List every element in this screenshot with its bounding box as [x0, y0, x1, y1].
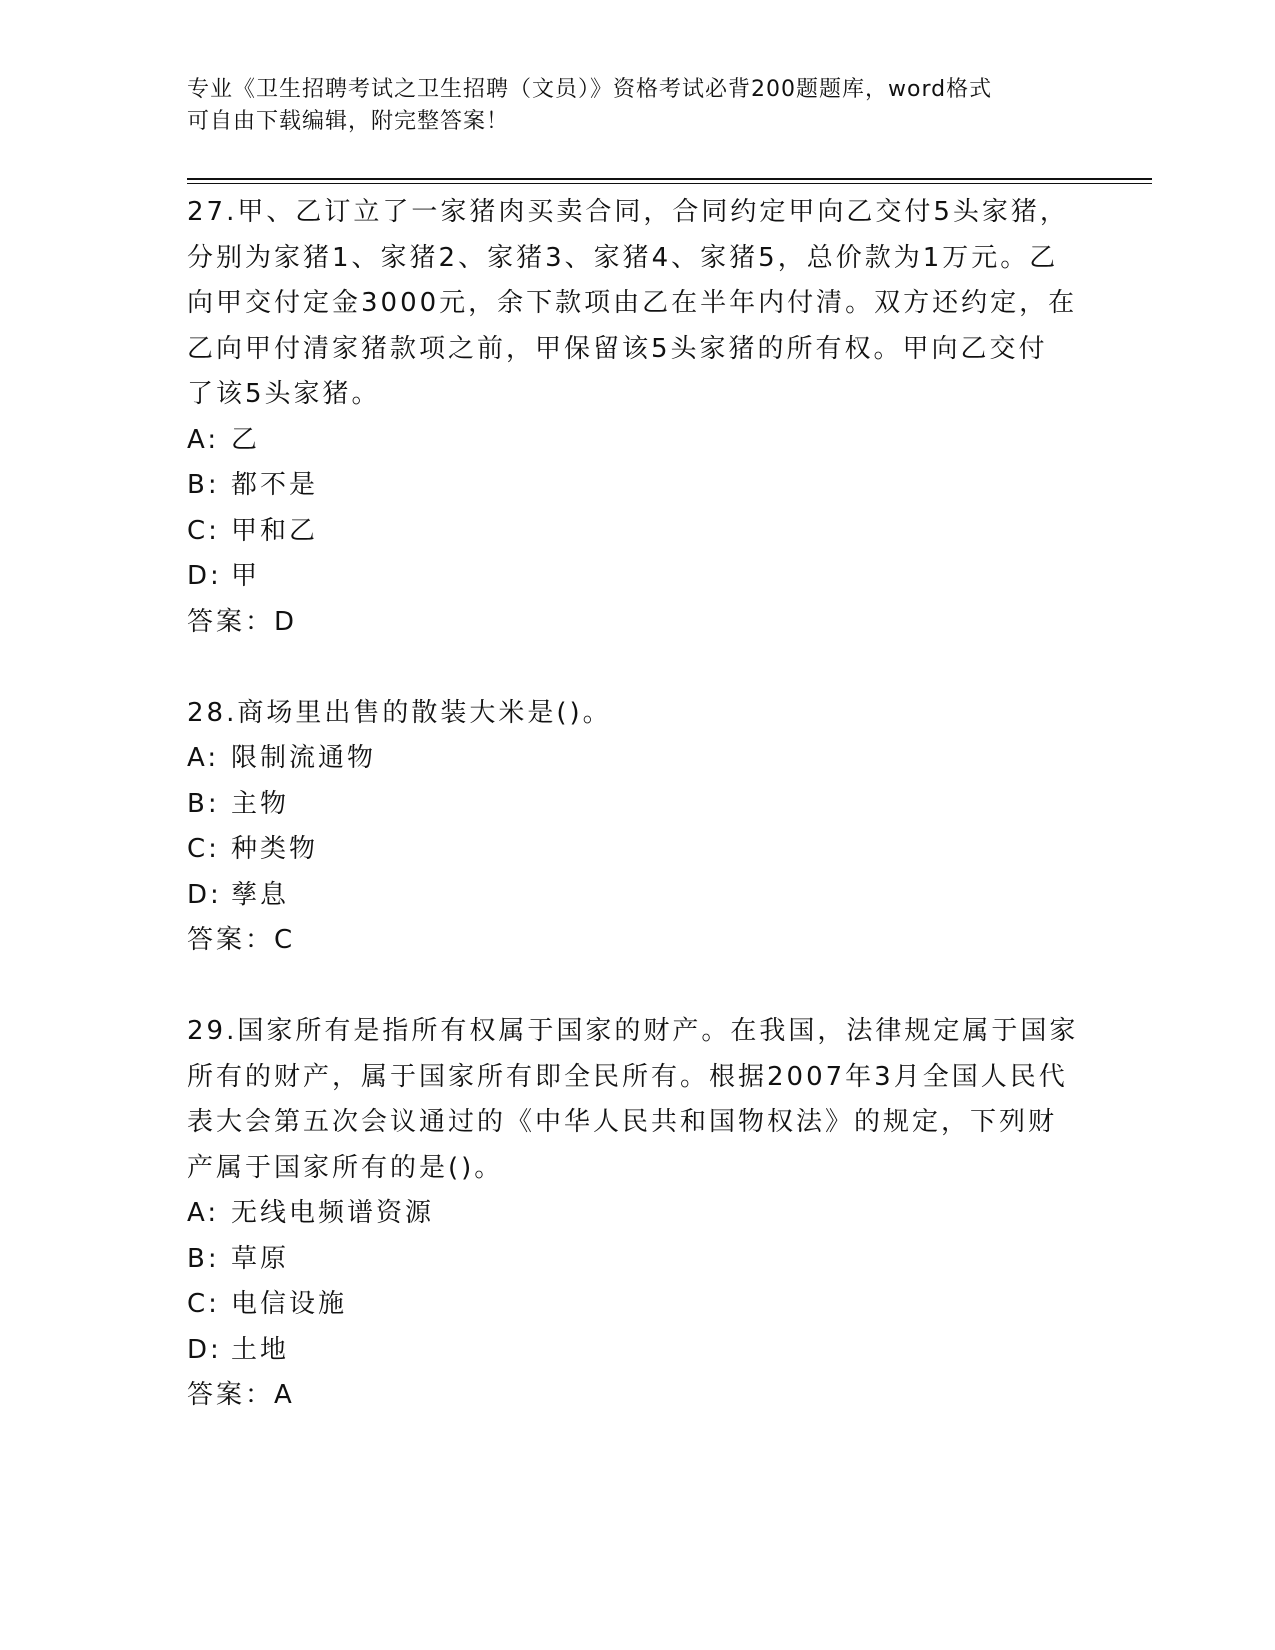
- option-text: 孳息: [231, 879, 290, 910]
- option-text: 电信设施: [231, 1289, 348, 1319]
- question-stem-line: 28.商场里出售的散装大米是()。: [187, 697, 612, 728]
- option-key: D:: [187, 1334, 222, 1365]
- option-key: A:: [187, 1198, 220, 1228]
- option-c: [187, 509, 1087, 555]
- question-list: [187, 190, 1087, 1464]
- question-stem-line: 乙向甲付清家猪款项之前，甲保留该5头家猪的所有权。甲向乙交付: [187, 333, 1048, 364]
- question-stem-line: 29.国家所有是指所有权属于国家的财产。在我国，法律规定属于国家: [187, 1016, 1079, 1046]
- option-b: [187, 782, 1087, 828]
- question-stem-line: 分别为家猪1、家猪2、家猪3、家猪4、家猪5，总价款为1万元。乙: [187, 242, 1059, 273]
- option-c: [187, 1282, 1087, 1328]
- question-28: [187, 691, 1087, 964]
- option-key: C:: [187, 1289, 220, 1319]
- question-stem-line: 向甲交付定金3000元，余下款项由乙在半年内付清。双方还约定，在: [187, 288, 1078, 318]
- option-b: [187, 1237, 1087, 1283]
- header-divider: [187, 178, 1152, 184]
- option-key: A:: [187, 424, 220, 455]
- option-key: C:: [187, 834, 220, 864]
- answer-line: 答案：D: [187, 606, 298, 637]
- question-29: [187, 1009, 1087, 1419]
- option-text: 甲和乙: [231, 515, 319, 546]
- option-text: 乙: [231, 424, 261, 455]
- option-text: 主物: [231, 788, 290, 819]
- option-d: [187, 554, 1087, 600]
- document-header: [187, 74, 1087, 138]
- option-text: 限制流通物: [231, 743, 377, 773]
- answer-line: 答案：C: [187, 925, 296, 955]
- option-text: 种类物: [231, 834, 319, 864]
- option-text: 都不是: [231, 470, 319, 500]
- option-b: [187, 463, 1087, 509]
- option-d: [187, 1328, 1087, 1374]
- option-key: D:: [187, 879, 222, 910]
- question-stem-line: 所有的财产，属于国家所有即全民所有。根据2007年3月全国人民代: [187, 1061, 1068, 1092]
- option-key: D:: [187, 561, 222, 591]
- option-text: 无线电频谱资源: [231, 1198, 435, 1228]
- question-stem-line: 表大会第五次会议通过的《中华人民共和国物权法》的规定，下列财: [187, 1107, 1058, 1137]
- option-a: [187, 736, 1087, 782]
- option-text: 草原: [231, 1243, 290, 1274]
- option-key: A:: [187, 743, 220, 773]
- option-key: B:: [187, 470, 220, 500]
- option-c: [187, 827, 1087, 873]
- option-key: B:: [187, 788, 220, 819]
- option-key: B:: [187, 1243, 220, 1274]
- option-text: 甲: [231, 561, 261, 591]
- option-d: [187, 873, 1087, 919]
- option-text: 土地: [231, 1334, 290, 1365]
- question-stem-line: 27.甲、乙订立了一家猪肉买卖合同，合同约定甲向乙交付5头家猪，: [187, 197, 1069, 227]
- option-key: C:: [187, 515, 220, 546]
- question-27: [187, 190, 1087, 645]
- header-line-2: 可自由下载编辑，附完整答案！: [187, 109, 510, 134]
- header-line-1: 专业《卫生招聘考试之卫生招聘（文员）》资格考试必背200题题库，word格式: [187, 77, 993, 102]
- option-a: [187, 418, 1087, 464]
- answer-line: 答案：A: [187, 1380, 295, 1410]
- question-stem-line: 了该5头家猪。: [187, 379, 381, 409]
- option-a: [187, 1191, 1087, 1237]
- question-stem-line: 产属于国家所有的是()。: [187, 1152, 504, 1183]
